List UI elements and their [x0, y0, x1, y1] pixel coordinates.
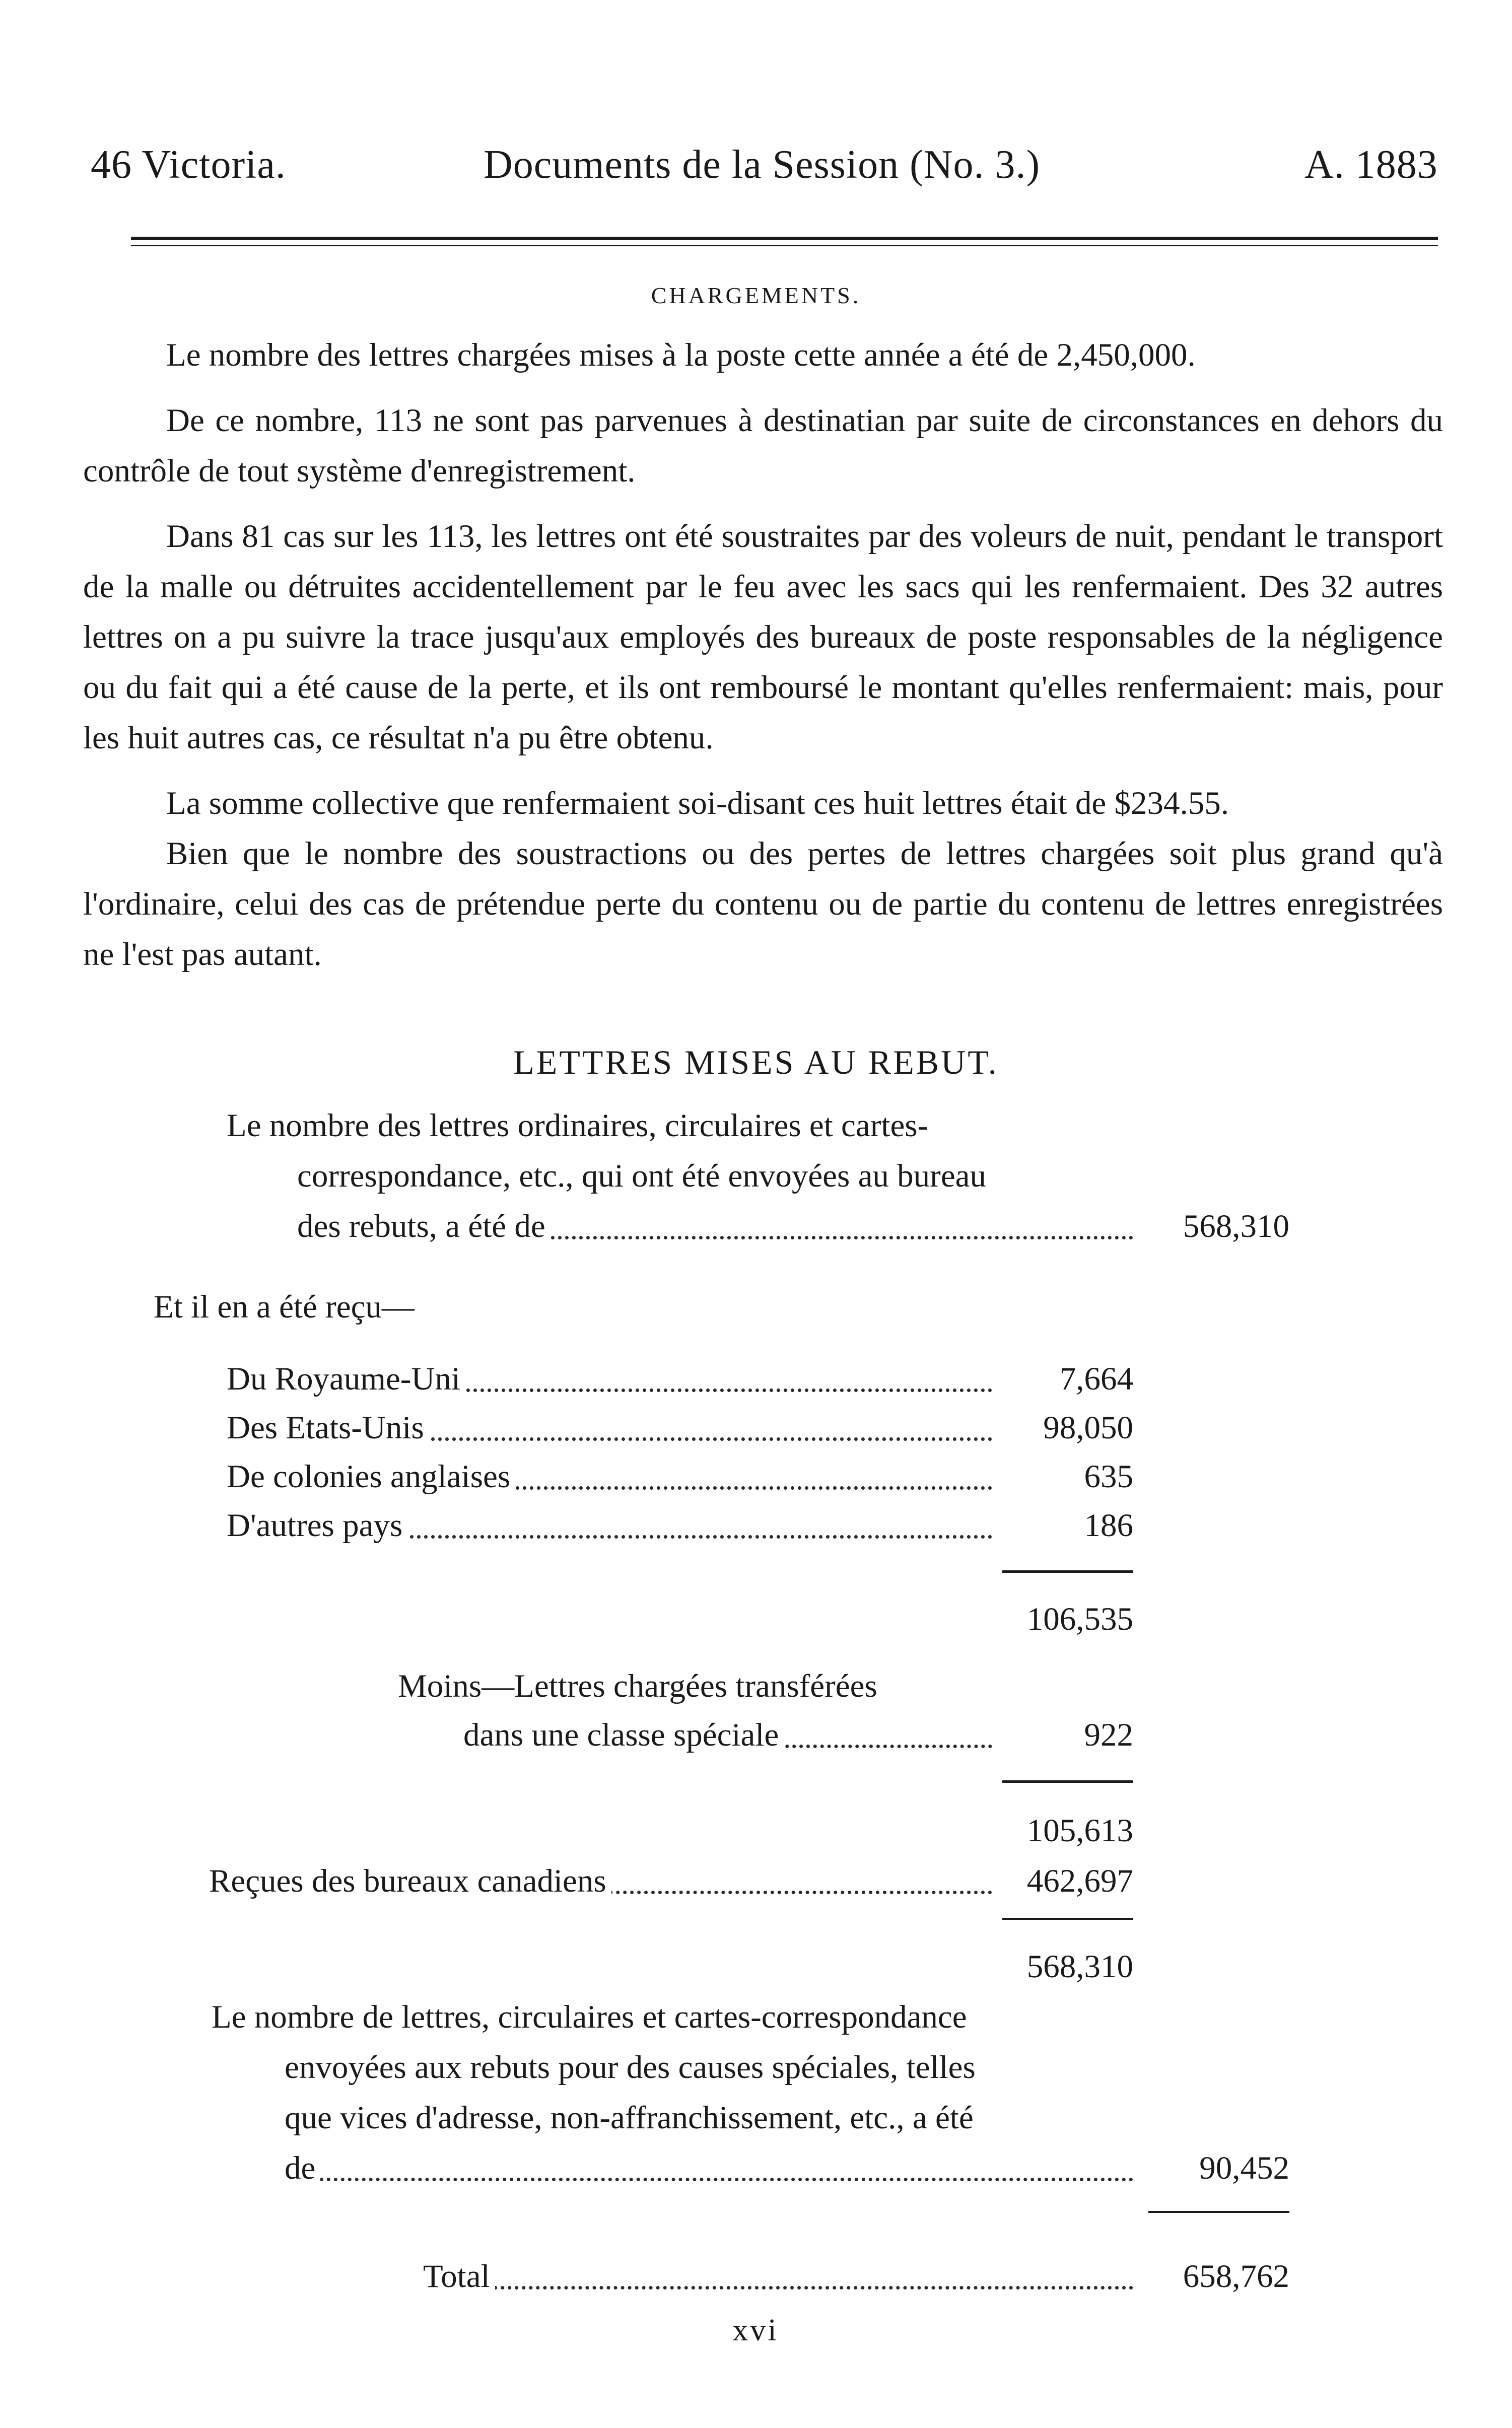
source-label: Des Etats-Unis [227, 1410, 429, 1446]
source-value: 98,050 [1043, 1410, 1133, 1446]
sum-rule [1002, 1780, 1133, 1783]
source-value: 7,664 [1059, 1361, 1133, 1397]
special-line-3: que vices d'adresse, non-affranchissement, etc., a été [285, 2100, 974, 2136]
total-row [423, 2251, 1133, 2302]
header-title: Documents de la Session (No. 3.) [484, 143, 1041, 187]
source-label: D'autres pays [227, 1507, 407, 1544]
header-rule-thin [131, 245, 1438, 246]
source-label: De colonies anglaises [227, 1459, 515, 1495]
header-year: A. 1883 [1304, 143, 1438, 187]
total-label: Total [423, 2258, 495, 2295]
source-row [227, 1403, 992, 1453]
section-title-rebuts: LETTRES MISES AU REBUT. [513, 1043, 999, 1081]
less-line-1: Moins—Lettres chargées transférées [398, 1668, 877, 1704]
paragraph: La somme collective que renfermaient soi-disant ces huit lettres était de $234.55. [166, 785, 1229, 821]
less-value: 922 [1084, 1717, 1133, 1753]
total-value: 658,762 [1183, 2258, 1289, 2295]
source-row [227, 1354, 992, 1404]
section-title-chargements: CHARGEMENTS. [651, 283, 861, 308]
rebuts-intro-line-2: correspondance, etc., qui ont été envoyées au bureau [297, 1158, 987, 1194]
canadian-row [209, 1856, 992, 1906]
sum-rule [1002, 1918, 1133, 1920]
dot-leader [423, 2286, 1133, 2290]
page-number: xvi [732, 2313, 779, 2347]
received-label: Et il en a été reçu— [154, 1289, 415, 1325]
canadian-label: Reçues des bureaux canadiens [209, 1863, 611, 1899]
special-line-4: de [285, 2150, 320, 2186]
special-line-1: Le nombre de lettres, circulaires et cartes-correspondance [212, 1999, 967, 2035]
less-line-2: dans une classe spéciale [463, 1717, 784, 1753]
subtotal-value: 106,535 [1026, 1601, 1133, 1637]
paragraph: Bien que le nombre des soustractions ou des pertes de lettres chargées soit plus grand qu'à l'ordinaire, celui des cas de prétendue perte du contenu ou de partie du contenu de lettres enregistrées ne l'est pas autant. [83, 836, 1443, 973]
source-label: Du Royaume-Uni [227, 1361, 465, 1397]
canadian-value: 462,697 [1026, 1863, 1133, 1899]
dot-leader [285, 2178, 1133, 2181]
rebuts-intro-line-1: Le nombre des lettres ordinaires, circulaires et cartes- [227, 1107, 929, 1144]
header-volume: 46 Victoria. [91, 143, 286, 187]
header-rule-thick [131, 237, 1438, 240]
rebuts-intro-row [297, 1201, 1133, 1252]
special-line-2: envoyées aux rebuts pour des causes spéciales, telles [285, 2049, 976, 2086]
source-value: 635 [1084, 1459, 1133, 1495]
less-row [463, 1710, 992, 1760]
rebuts-intro-line-3: des rebuts, a été de [297, 1208, 551, 1244]
source-value: 186 [1084, 1507, 1133, 1544]
subtotal-value: 105,613 [1026, 1813, 1133, 1849]
sum-rule [1002, 1570, 1133, 1573]
paragraph: De ce nombre, 113 ne sont pas parvenues à destinatian par suite de circonstances en dehors du contrôle de tout système d'enregistrement. [83, 402, 1443, 489]
sum-rule [1148, 2211, 1289, 2213]
rebuts-intro-value: 568,310 [1183, 1208, 1289, 1244]
paragraph: Dans 81 cas sur les 113, les lettres ont été soustraites par des voleurs de nuit, pendant le transport de la malle ou détruites accidentellement par le feu avec les sacs qui les renfermaient. Des 32 autres lettres on a pu suivre la trace jusqu'aux employés des bureaux de poste responsables de la négligence ou du fait qui a été cause de la perte, et ils ont remboursé le montant qu'elles renfermaient: mais, pour les huit autres cas, ce résultat n'a pu être obtenu. [83, 518, 1443, 756]
chargements-body [83, 330, 1443, 980]
subtotal-value: 568,310 [1026, 1949, 1133, 1985]
special-row [285, 2143, 1133, 2193]
source-row [227, 1500, 992, 1551]
source-row [227, 1451, 992, 1502]
paragraph: Le nombre des lettres chargées mises à la poste cette année a été de 2,450,000. [166, 337, 1196, 373]
special-value: 90,452 [1199, 2150, 1289, 2186]
